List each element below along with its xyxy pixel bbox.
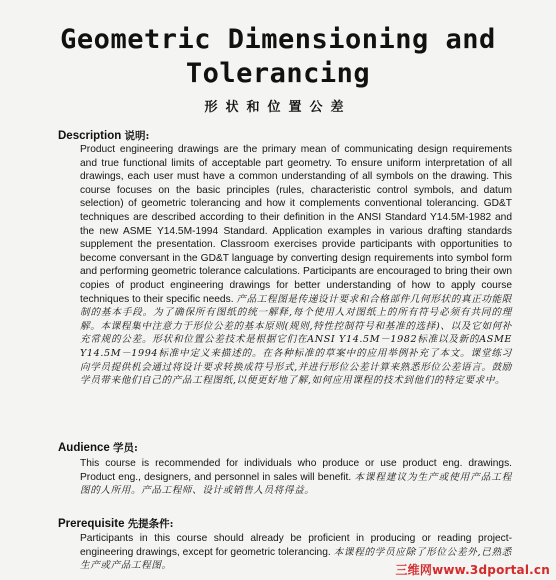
audience-heading-en: Audience bbox=[58, 442, 110, 454]
subtitle-chinese: 形状和位置公差 bbox=[204, 100, 352, 115]
description-heading bbox=[58, 128, 149, 143]
audience-heading-zh: 学员: bbox=[112, 442, 138, 454]
prerequisite-heading-zh: 先提条件: bbox=[127, 518, 174, 530]
description-heading-zh: 说明: bbox=[124, 130, 150, 142]
audience-text-zh: 本课程建议为生产或使用产品工程图的人所用。产品工程师、设计或销售人员将得益。 bbox=[80, 471, 512, 497]
description-text-zh: 产品工程图是传递设计要求和合格部件几何形状的真正功能限制的基本手段。为了确保所有图纸的统一解释,每个使用人对图纸上的所有符号必须有共同的理解。本课程集中注意力于形位公差的基本原则(规则,特性控制符号和基准的选择)、以及它如何补充常规的公差。形状和位置公差技术是根据它们在ANSI Y14.5M－1982标准以及新的ASME Y14.5M－1994标准中定义来描述的。在各种标准的草案中的应用举例补充了本文。课堂练习向学员提供机会通过将设计要求转换成符号形式,并进行形位公差计算来熟悉形位公差语言。鼓励学员带来他们自己的产品工程图纸,以便更好地了解,如何应用课程的技术到他们的特定要求中。 bbox=[80, 293, 512, 387]
prerequisite-text-zh: 本课程的学员应除了形位公差外,已熟悉生产或产品工程图。 bbox=[80, 546, 512, 572]
audience-heading bbox=[58, 440, 138, 455]
prerequisite-heading-en: Prerequisite bbox=[58, 518, 125, 530]
prerequisite-heading bbox=[58, 516, 174, 531]
title-line-1: Geometric Dimensioning and bbox=[60, 24, 496, 55]
prerequisite-text-en: Participants in this course should already be proficient in producing or reading project-engineering drawings, except for geometric tolerancing. bbox=[80, 533, 512, 558]
description-text-en: Product engineering drawings are the primary mean of communicating design requirements and true functional limits of acceptable part geometry. To ensure uniform interpretation of all drawings, each user must have a common understanding of all symbols on the drawing. This course focuses on the basic principles (rules, characteristic control symbols, and datum selection) of geometric tolerancing and how it complements conventional tolerancing. GD&T techniques are described according to their definition in the ANSI Standard Y14.5M-1982 and the new ASME Y14.5M-1994 Standard. Application examples in various drafting standards supplement the presentation. Classroom exercises provide participants with opportunities to become conversant in the GD&T language by converting design requirements into symbol form and performing geometric tolerance calculations. Participants are encouraged to bring their own copies of product engineering drawings for better understanding of how to apply course techniques to their specific needs. bbox=[80, 144, 512, 305]
audience-text-en: This course is recommended for individuals who produce or use product eng. drawings. Product eng., designers, and personnel in sales will benefit. bbox=[80, 458, 512, 483]
audience-body bbox=[80, 457, 512, 498]
description-body bbox=[80, 143, 512, 388]
watermark: 三维网www.3dportal.cn bbox=[395, 563, 550, 577]
title-line-2: Tolerancing bbox=[185, 58, 371, 89]
description-heading-en: Description bbox=[58, 130, 122, 142]
